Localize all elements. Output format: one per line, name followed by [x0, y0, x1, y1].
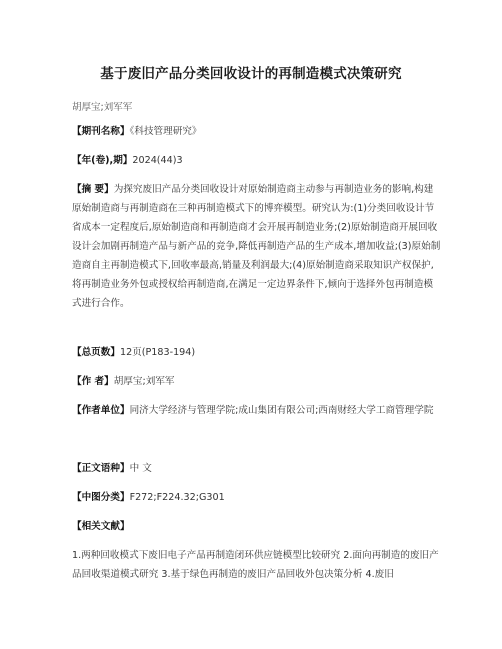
- related-field: [72, 517, 442, 536]
- authors-label: 【作 者】: [72, 376, 114, 387]
- year-issue-label: 【年(卷),期】: [72, 155, 133, 166]
- affiliation-label: 【作者单位】: [72, 405, 130, 416]
- abstract-value: 为探究废旧产品分类回收设计对原始制造商主动参与再制造业务的影响,构建原始制造商与再制造商在三种再制造模式下的博弈模型。研究认为:(1)分类回收设计节省成本一定程度后,原始制造商和再制造商才会开展再制造业务;(2)原始制造商开展回收设计会加剧再制造产品与新产品的竞争,降低再制造产品的生产成本,增加收益;(3)原始制造商自主再制造模式下,回收率最高,销量及利润最大;(4)原始制造商采取知识产权保护,将再制造业务外包或授权给再制造商,在满足一定边界条件下,倾向于选择外包再制造模式进行合作。: [72, 184, 441, 309]
- pages-field: [72, 343, 442, 362]
- classification-label: 【中图分类】: [72, 492, 130, 503]
- journal-value: 《科技管理研究》: [129, 126, 202, 137]
- affiliation-value: 同济大学经济与管理学院;成山集团有限公司;西南财经大学工商管理学院: [129, 405, 434, 416]
- abstract-field: [72, 180, 442, 313]
- pages-value: 12页(P183-194): [119, 347, 196, 358]
- authors-field: [72, 372, 442, 391]
- language-field: [72, 459, 442, 478]
- year-issue-value: 2024(44)3: [132, 155, 183, 166]
- author-line: 胡厚宝;刘军军: [72, 102, 133, 113]
- abstract-label: 【摘 要】: [72, 184, 114, 195]
- related-label: 【相关文献】: [72, 521, 130, 532]
- classification-value: F272;F224.32;G301: [129, 492, 225, 503]
- year-issue-field: [72, 151, 442, 170]
- document-title: 基于废旧产品分类回收设计的再制造模式决策研究: [100, 66, 402, 82]
- journal-field: [72, 122, 442, 141]
- related-references: 1.两种回收模式下废旧电子产品再制造闭环供应链模型比较研究 2.面向再制造的废旧产品回收渠道模式研究 3.基于绿色再制造的废旧产品回收外包决策分析 4.废旧: [72, 550, 439, 580]
- journal-label: 【期刊名称】: [72, 126, 130, 137]
- language-label: 【正文语种】: [72, 463, 130, 474]
- affiliation-field: [72, 401, 442, 420]
- authors-value: 胡厚宝;刘军军: [113, 376, 175, 387]
- language-value: 中 文: [129, 463, 152, 474]
- classification-field: [72, 488, 442, 507]
- pages-label: 【总页数】: [72, 347, 120, 358]
